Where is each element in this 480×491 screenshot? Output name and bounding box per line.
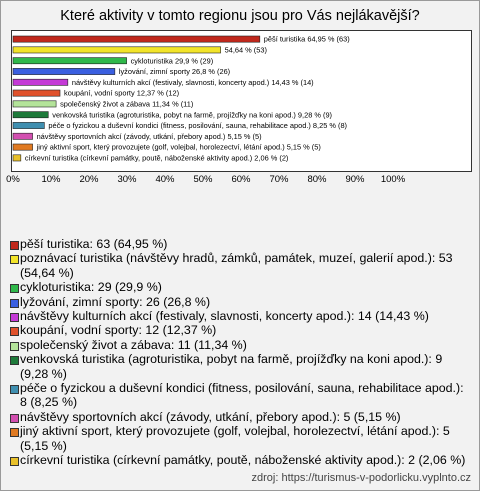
bar-11 (13, 144, 33, 150)
legend-text: cykloturistika: 29 (29,9 %) (20, 280, 162, 295)
legend-item (10, 410, 472, 424)
bar-label-4: lyžování, zimní sporty 26,8 % (26) (118, 67, 231, 77)
legend-swatch (10, 327, 19, 336)
legend-text: lyžování, zimní sporty: 26 (26,8 %) (20, 294, 211, 309)
x-tick-label: 100% (380, 174, 406, 185)
legend-text: péče o fyzickou a duševní kondici (fitness, posilování, sauna, rehabilitace apod.): 8 (8,25 %) (20, 381, 464, 410)
x-tick-label: 90% (345, 174, 365, 185)
x-tick-label: 40% (155, 174, 175, 185)
bar-4 (13, 68, 115, 74)
bar-label-9: péče o fyzickou a duševní kondici (fitness, posilování, sauna, rehabilitace apod.) 8,25 % (8) (48, 121, 348, 131)
legend-swatch (10, 414, 19, 423)
x-tick-label: 0% (6, 174, 20, 185)
bar-chart-plot (6, 30, 472, 185)
bar-8 (13, 112, 48, 118)
bar-6 (13, 90, 60, 96)
chart-legend (10, 237, 472, 468)
bar-label-2: 54,64 % (53) (224, 45, 267, 55)
legend-swatch (10, 284, 19, 293)
legend-text: návštěvy sportovních akcí (závody, utkání, přebory apod.): 5 (5,15 %) (20, 409, 401, 424)
bar-label-3: cykloturistika 29,9 % (29) (130, 56, 214, 66)
legend-item (10, 424, 472, 453)
bar-10 (13, 133, 33, 139)
bar-7 (13, 101, 56, 107)
legend-item (10, 323, 472, 337)
legend-swatch (10, 428, 19, 437)
legend-item (10, 309, 472, 323)
legend-item (10, 295, 472, 309)
x-tick-label: 70% (269, 174, 289, 185)
bar-2 (13, 47, 221, 53)
bar-label-7: společenský život a zábava 11,34 % (11) (60, 99, 194, 109)
legend-text: koupání, vodní sporty: 12 (12,37 %) (20, 323, 217, 338)
x-tick-label: 60% (231, 174, 251, 185)
bar-1 (13, 36, 260, 42)
bar-label-11: jiný aktivní sport, který provozujete (golf, volejbal, horolezectví, létání apod.) 5,15 % (5) (36, 142, 321, 152)
chart-title: Které aktivity v tomto regionu jsou pro Vás nejlákavější? (60, 8, 420, 24)
legend-text: venkovská turistika (agroturistika, pobyt na farmě, projížďky na koni apod.): 9 (9,28 %) (20, 352, 443, 381)
legend-text: církevní turistika (církevní památky, poutě, náboženské aktivity apod.): 2 (2,06 %) (20, 453, 466, 468)
legend-item (10, 280, 472, 294)
legend-swatch (10, 241, 19, 250)
legend-item (10, 237, 472, 251)
legend-item (10, 251, 472, 280)
x-tick-label: 80% (307, 174, 327, 185)
bar-12 (13, 155, 21, 161)
bar-label-6: koupání, vodní sporty 12,37 % (12) (64, 88, 180, 98)
legend-item (10, 338, 472, 352)
bar-5 (13, 79, 68, 85)
legend-text: pěší turistika: 63 (64,95 %) (20, 237, 168, 251)
legend-swatch (10, 299, 19, 308)
legend-swatch (10, 385, 19, 394)
legend-swatch (10, 342, 19, 351)
legend-swatch (10, 313, 19, 322)
legend-text: společenský život a zábava: 11 (11,34 %) (20, 337, 247, 352)
bar-label-12: církevní turistika (církevní památky, poutě, náboženské aktivity apod.) 2,06 % (2) (24, 153, 289, 163)
x-tick-label: 10% (41, 174, 61, 185)
legend-swatch (10, 356, 19, 365)
bar-label-8: venkovská turistika (agroturistika, pobyt na farmě, projížďky na koni apod.) 9,28 % (9) (52, 110, 333, 120)
bar-label-1: pěší turistika 64,95 % (63) (263, 34, 350, 44)
bar-3 (13, 58, 127, 64)
legend-swatch (10, 457, 19, 466)
x-tick-label: 20% (79, 174, 99, 185)
legend-text: jiný aktivní sport, který provozujete (golf, volejbal, horolezectví, létání apod.): 5 (5,15 %) (20, 424, 450, 453)
x-tick-label: 50% (193, 174, 213, 185)
source-credit: zdroj: https://turismus-v-podorlicku.vyplnto.cz (251, 472, 471, 484)
legend-item (10, 381, 472, 410)
legend-swatch (10, 255, 19, 264)
legend-text: návštěvy kulturních akcí (festivaly, slavnosti, koncerty apod.): 14 (14,43 %) (20, 309, 429, 324)
x-tick-label: 30% (117, 174, 137, 185)
bar-label-10: návštěvy sportovních akcí (závody, utkání, přebory apod.) 5,15 % (5) (36, 131, 262, 141)
bar-label-5: návštěvy kulturních akcí (festivaly, slavnosti, koncerty apod.) 14,43 % (14) (71, 77, 314, 87)
legend-text: poznávací turistika (návštěvy hradů, zámků, památek, muzeí, galerií apod.): 53 (54,64 %) (20, 251, 453, 280)
legend-item (10, 352, 472, 381)
bar-9 (13, 122, 44, 128)
legend-item (10, 453, 472, 467)
